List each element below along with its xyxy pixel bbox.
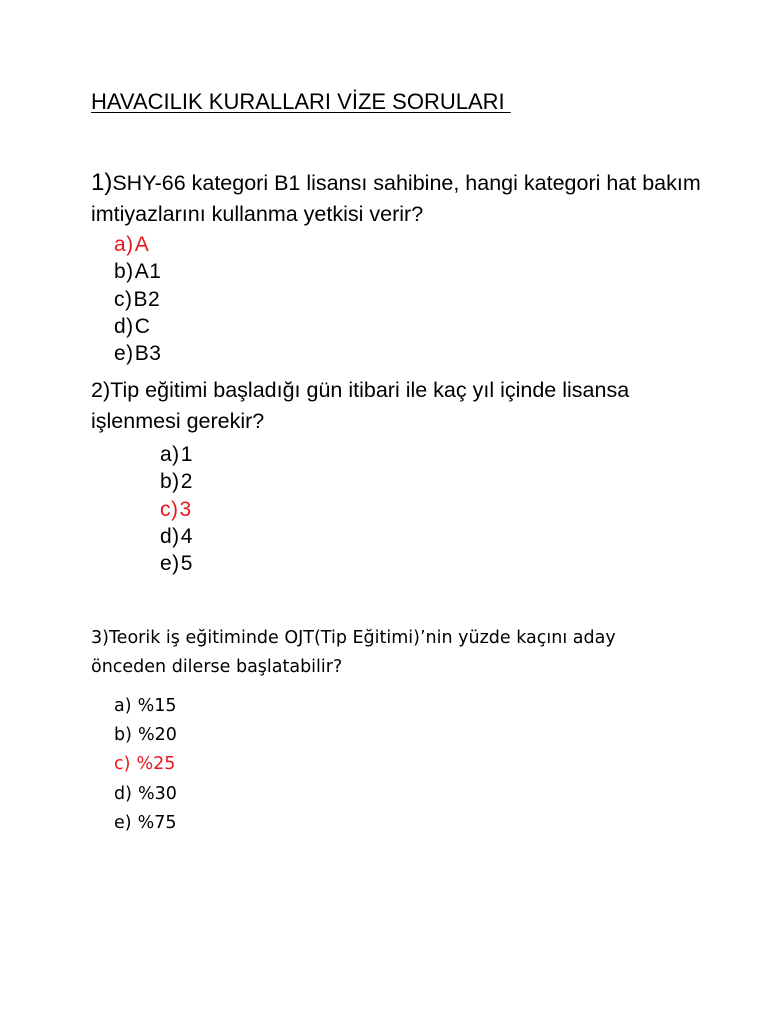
question-1-option-d	[114, 313, 161, 340]
option-text: %25	[136, 754, 176, 775]
option-letter: e)	[160, 552, 180, 576]
question-1-option-b	[114, 258, 161, 285]
option-letter: b)	[160, 470, 180, 494]
option-text: 1	[180, 443, 193, 466]
question-2-option-b	[160, 468, 193, 495]
option-letter: a)	[160, 443, 180, 466]
option-letter: b)	[114, 260, 134, 284]
question-2-text: Tip eğitimi başladığı gün itibari ile kaç yıl içinde lisansa işlenmesi gerekir?	[91, 378, 630, 433]
question-2-option-d	[160, 523, 193, 550]
question-3-option-a	[114, 692, 177, 721]
option-letter: b)	[114, 725, 132, 746]
option-letter: d)	[114, 783, 132, 804]
option-letter: c)	[114, 754, 131, 775]
option-text: %75	[137, 812, 177, 833]
question-1-text: SHY-66 kategori B1 lisansı sahibine, hangi kategori hat bakım imtiyazlarını kullanma yetkisi verir?	[91, 171, 701, 226]
question-2-option-e	[160, 550, 193, 577]
question-1-options	[114, 231, 161, 367]
option-text: 3	[179, 497, 192, 521]
option-text: 4	[180, 524, 193, 548]
option-text: B3	[134, 342, 162, 366]
option-letter: c)	[114, 287, 133, 311]
question-3-number: 3)	[91, 628, 109, 648]
option-letter: d)	[114, 314, 134, 338]
question-1-number: 1)	[91, 169, 113, 196]
option-text: B2	[133, 287, 161, 311]
question-1-option-a	[114, 231, 161, 258]
option-text: %15	[137, 696, 177, 716]
option-letter: e)	[114, 342, 134, 366]
question-3-option-c	[114, 750, 177, 779]
option-letter: d)	[160, 524, 180, 548]
question-3-option-e	[114, 809, 177, 838]
option-text: 2	[180, 470, 193, 494]
question-2-option-c	[160, 496, 193, 523]
page-title: HAVACILIK KURALLARI VİZE SORULARI	[91, 89, 511, 114]
question-3	[91, 624, 691, 682]
option-text: %30	[137, 783, 177, 804]
option-letter: c)	[160, 497, 179, 521]
question-2-number: 2)	[91, 378, 111, 402]
option-letter: e)	[114, 812, 132, 833]
question-1-option-c	[114, 286, 161, 313]
option-text: A1	[134, 260, 162, 284]
question-1-option-e	[114, 340, 161, 367]
option-letter: a)	[114, 233, 134, 256]
option-text: A	[134, 233, 150, 256]
question-3-options	[114, 692, 177, 838]
question-2-options	[160, 441, 193, 577]
question-3-option-b	[114, 721, 177, 750]
option-letter: a)	[114, 696, 132, 716]
question-3-option-d	[114, 780, 177, 809]
question-1	[91, 167, 711, 230]
option-text: 5	[180, 552, 193, 576]
question-2	[91, 375, 711, 437]
option-text: C	[134, 314, 151, 338]
option-text: %20	[137, 725, 177, 746]
question-2-option-a	[160, 441, 193, 468]
question-3-text: Teorik iş eğitiminde OJT(Tip Eğitimi)’nin yüzde kaçını aday önceden dilerse başlatabilir?	[91, 628, 616, 677]
